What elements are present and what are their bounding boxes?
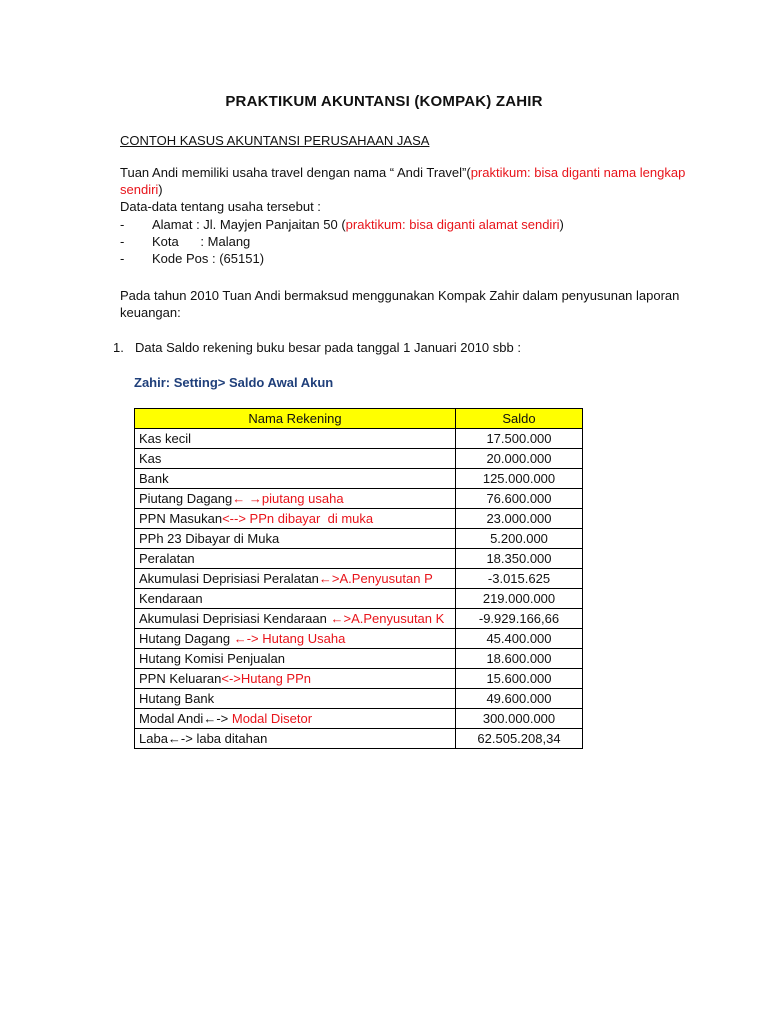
account-name-cell	[135, 549, 456, 569]
table-row	[135, 469, 583, 489]
saldo-cell: -9.929.166,66	[456, 609, 583, 629]
paragraph-line-1: Pada tahun 2010 Tuan Andi bermaksud menggunakan Kompak Zahir dalam penyusunan laporan	[120, 288, 680, 303]
account-name-cell	[135, 509, 456, 529]
account-name: Piutang Dagang	[139, 491, 233, 506]
saldo-cell: 23.000.000	[456, 509, 583, 529]
account-name-cell	[135, 649, 456, 669]
kota-text: Kota : Malang	[152, 234, 251, 249]
table-row	[135, 509, 583, 529]
table-row	[135, 609, 583, 629]
saldo-cell: -3.015.625	[456, 569, 583, 589]
intro-note-line2: sendiri	[120, 182, 159, 197]
account-note: Modal Disetor	[231, 711, 313, 726]
table-row	[135, 629, 583, 649]
saldo-cell: 18.600.000	[456, 649, 583, 669]
table-row	[135, 549, 583, 569]
table-row	[135, 449, 583, 469]
account-name: Hutang Komisi Penjualan	[139, 651, 285, 666]
alamat-text: Alamat : Jl. Mayjen Panjaitan 50 (	[152, 217, 346, 232]
table-row	[135, 429, 583, 449]
account-name: Peralatan	[139, 551, 195, 566]
page-title: PRAKTIKUM AKUNTANSI (KOMPAK) ZAHIR	[225, 93, 543, 110]
saldo-table	[134, 408, 583, 749]
account-name-cell	[135, 429, 456, 449]
header-nama-rekening: Nama Rekening	[135, 409, 456, 429]
account-note: ←>A.Penyusutan K	[330, 611, 445, 626]
account-note: <->Hutang PPn	[221, 671, 312, 686]
account-name-cell	[135, 569, 456, 589]
bullet-dash: -	[120, 251, 125, 266]
account-name: Kendaraan	[139, 591, 203, 606]
table-row	[135, 649, 583, 669]
saldo-cell: 5.200.000	[456, 529, 583, 549]
account-name: Bank	[139, 471, 169, 486]
saldo-cell: 45.400.000	[456, 629, 583, 649]
saldo-cell: 49.600.000	[456, 689, 583, 709]
section-subtitle: CONTOH KASUS AKUNTANSI PERUSAHAAN JASA	[120, 133, 430, 148]
table-row	[135, 489, 583, 509]
zahir-menu-path: Zahir: Setting> Saldo Awal Akun	[134, 375, 334, 390]
account-name: Akumulasi Deprisiasi Kendaraan	[139, 611, 331, 626]
account-name-cell	[135, 449, 456, 469]
account-name-cell	[135, 529, 456, 549]
saldo-cell: 76.600.000	[456, 489, 583, 509]
account-name: Kas kecil	[139, 431, 192, 446]
saldo-cell: 17.500.000	[456, 429, 583, 449]
saldo-cell: 62.505.208,34	[456, 729, 583, 749]
saldo-cell: 300.000.000	[456, 709, 583, 729]
account-name: Akumulasi Deprisiasi Peralatan	[139, 571, 319, 586]
table-row	[135, 589, 583, 609]
account-note: <--> PPn dibayar di muka	[222, 511, 374, 526]
kodepos-text: Kode Pos : (65151)	[152, 251, 265, 266]
bullet-kodepos	[120, 250, 264, 267]
alamat-note: praktikum: bisa diganti alamat sendiri	[345, 217, 560, 232]
saldo-cell: 20.000.000	[456, 449, 583, 469]
account-name: PPN Masukan	[139, 511, 223, 526]
account-note: ←-> Hutang Usaha	[233, 631, 346, 646]
account-name-cell	[135, 629, 456, 649]
account-name: Hutang Dagang	[139, 631, 234, 646]
numbered-item-1	[113, 339, 521, 356]
intro-line-2	[120, 181, 163, 198]
bullet-kota	[120, 233, 250, 250]
table-row	[135, 529, 583, 549]
account-name-cell	[135, 709, 456, 729]
saldo-cell: 15.600.000	[456, 669, 583, 689]
table-row	[135, 689, 583, 709]
account-name-cell	[135, 729, 456, 749]
saldo-cell: 125.000.000	[456, 469, 583, 489]
data-heading: Data-data tentang usaha tersebut :	[120, 199, 321, 214]
account-name: Laba←-> laba ditahan	[139, 731, 268, 746]
account-name-cell	[135, 609, 456, 629]
account-name: PPh 23 Dibayar di Muka	[139, 531, 280, 546]
account-name-cell	[135, 589, 456, 609]
table-row	[135, 729, 583, 749]
account-name: Modal Andi←->	[139, 711, 232, 726]
account-name-cell	[135, 489, 456, 509]
account-name: Hutang Bank	[139, 691, 215, 706]
table-row	[135, 709, 583, 729]
account-name-cell	[135, 669, 456, 689]
bullet-dash: -	[120, 217, 125, 232]
intro-note: praktikum: bisa diganti nama lengkap	[470, 165, 686, 180]
item-text: Data Saldo rekening buku besar pada tanggal 1 Januari 2010 sbb :	[135, 340, 521, 355]
account-name: PPN Keluaran	[139, 671, 222, 686]
header-saldo: Saldo	[456, 409, 583, 429]
account-name: Kas	[139, 451, 162, 466]
alamat-close: )	[559, 217, 564, 232]
saldo-cell: 219.000.000	[456, 589, 583, 609]
paragraph-line-2: keuangan:	[120, 305, 181, 320]
bullet-dash: -	[120, 234, 125, 249]
table-row	[135, 669, 583, 689]
item-number: 1.	[113, 340, 124, 355]
intro-text: Tuan Andi memiliki usaha travel dengan nama “ Andi Travel”(	[120, 165, 471, 180]
account-note: ← →piutang usaha	[232, 491, 344, 506]
account-name-cell	[135, 689, 456, 709]
bullet-alamat	[120, 216, 564, 233]
intro-line-1	[120, 164, 685, 181]
account-name-cell	[135, 469, 456, 489]
table-row	[135, 569, 583, 589]
intro-close: )	[158, 182, 163, 197]
account-note: ←>A.Penyusutan P	[318, 571, 433, 586]
saldo-cell: 18.350.000	[456, 549, 583, 569]
table-header-row	[135, 409, 583, 429]
